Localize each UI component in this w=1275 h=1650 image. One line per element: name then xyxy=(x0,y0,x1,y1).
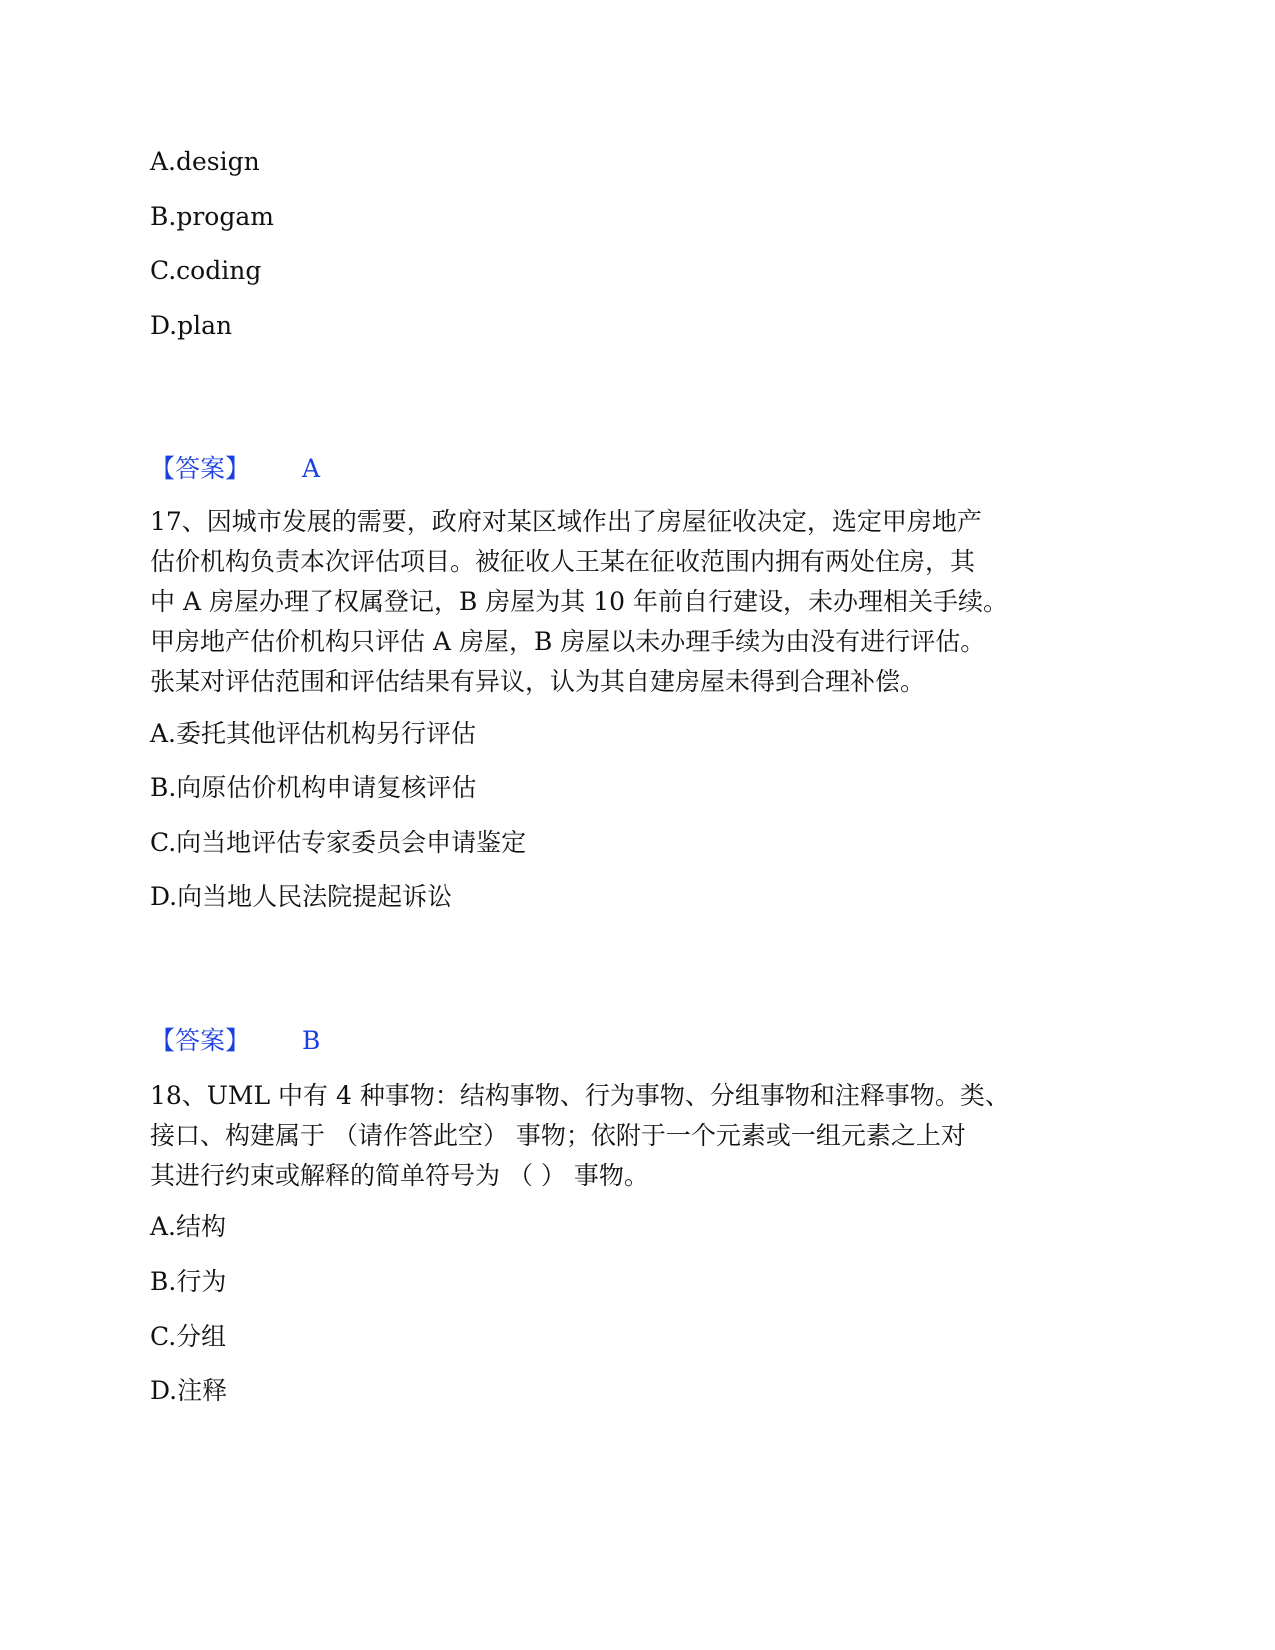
q17-stem xyxy=(150,502,1110,702)
q18-stem-line: 18、UML 中有 4 种事物：结构事物、行为事物、分组事物和注释事物。类、 xyxy=(150,1081,1010,1110)
document-page xyxy=(150,0,1110,1650)
q18-option-b: B.行为 xyxy=(150,1267,227,1296)
q17-stem-line: 甲房地产估价机构只评估 A 房屋，B 房屋以未办理手续为由没有进行评估。 xyxy=(150,627,986,656)
q16-option-b: B.progam xyxy=(150,202,274,231)
q17-stem-line: 张某对评估范围和评估结果有异议，认为其自建房屋未得到合理补偿。 xyxy=(150,667,926,696)
q17-option-c: C.向当地评估专家委员会申请鉴定 xyxy=(150,828,527,857)
q18-option-d: D.注释 xyxy=(150,1376,228,1405)
q17-answer-value: B xyxy=(302,1026,321,1055)
q18-stem-line: 接口、构建属于 （请作答此空） 事物；依附于一个元素或一组元素之上对 xyxy=(150,1121,966,1150)
q16-option-d: D.plan xyxy=(150,311,233,340)
q18-option-a: A.结构 xyxy=(150,1212,227,1241)
q17-stem-line: 中 A 房屋办理了权属登记，B 房屋为其 10 年前自行建设，未办理相关手续。 xyxy=(150,587,1008,616)
q18-option-c: C.分组 xyxy=(150,1322,227,1351)
q16-answer-label: 【答案】 xyxy=(150,454,251,483)
q17-answer xyxy=(150,1026,320,1056)
q16-answer xyxy=(150,454,320,484)
q16-answer-value: A xyxy=(302,454,321,483)
q17-stem-line: 估价机构负责本次评估项目。被征收人王某在征收范围内拥有两处住房，其 xyxy=(150,547,976,576)
q16-option-c: C.coding xyxy=(150,256,262,285)
q17-answer-label: 【答案】 xyxy=(150,1026,251,1055)
q17-option-b: B.向原估价机构申请复核评估 xyxy=(150,773,477,802)
q17-stem-line: 17、因城市发展的需要，政府对某区域作出了房屋征收决定，选定甲房地产 xyxy=(150,507,982,536)
q18-stem xyxy=(150,1076,1110,1196)
q18-stem-line: 其进行约束或解释的简单符号为 （ ） 事物。 xyxy=(150,1161,649,1190)
q16-option-a: A.design xyxy=(150,147,260,176)
q17-option-d: D.向当地人民法院提起诉讼 xyxy=(150,882,453,911)
q17-option-a: A.委托其他评估机构另行评估 xyxy=(150,719,477,748)
